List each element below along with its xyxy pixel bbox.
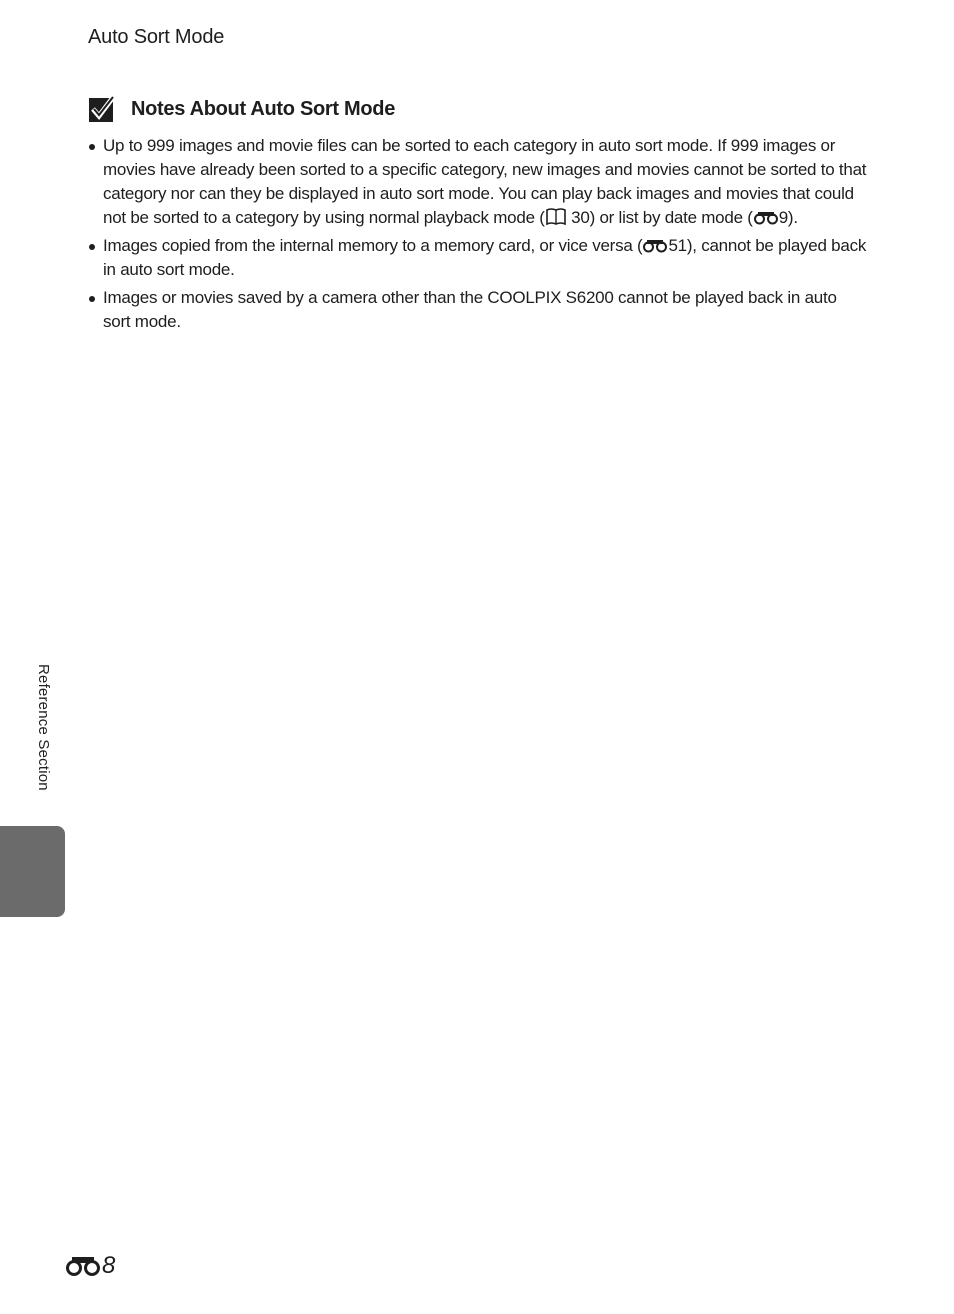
note-heading — [88, 94, 868, 124]
reference-section-icon — [643, 239, 667, 253]
notes-box — [88, 94, 868, 338]
reference-section-icon — [754, 211, 778, 225]
running-title: Auto Sort Mode — [88, 26, 225, 48]
checkmark-box-icon — [88, 95, 116, 123]
page-number-value: 8 — [102, 1252, 116, 1279]
reference-section-icon — [66, 1255, 100, 1277]
section-tab — [0, 826, 65, 917]
list-item: Images or movies saved by a camera other than the COOLPIX S6200 cannot be played back in auto sort mode. — [88, 286, 868, 334]
section-side-label: Reference Section — [35, 664, 52, 791]
list-item: Up to 999 images and movie files can be sorted to each category in auto sort mode. If 999 images or movies have already been sorted to a specific category, new images and movies cannot be sorted to that category nor can they be displayed in auto sort mode. You can play back images and movies that could not be sorted to a category by using normal playback mode ( 30) or list by date mode ( 9). — [88, 134, 868, 230]
note-title: Notes About Auto Sort Mode — [131, 97, 396, 120]
page-number — [66, 1252, 115, 1280]
note-list — [88, 134, 868, 334]
list-item: Images copied from the internal memory to a memory card, or vice versa ( 51), cannot be played back in auto sort mode. — [88, 234, 868, 282]
book-icon — [546, 208, 566, 225]
